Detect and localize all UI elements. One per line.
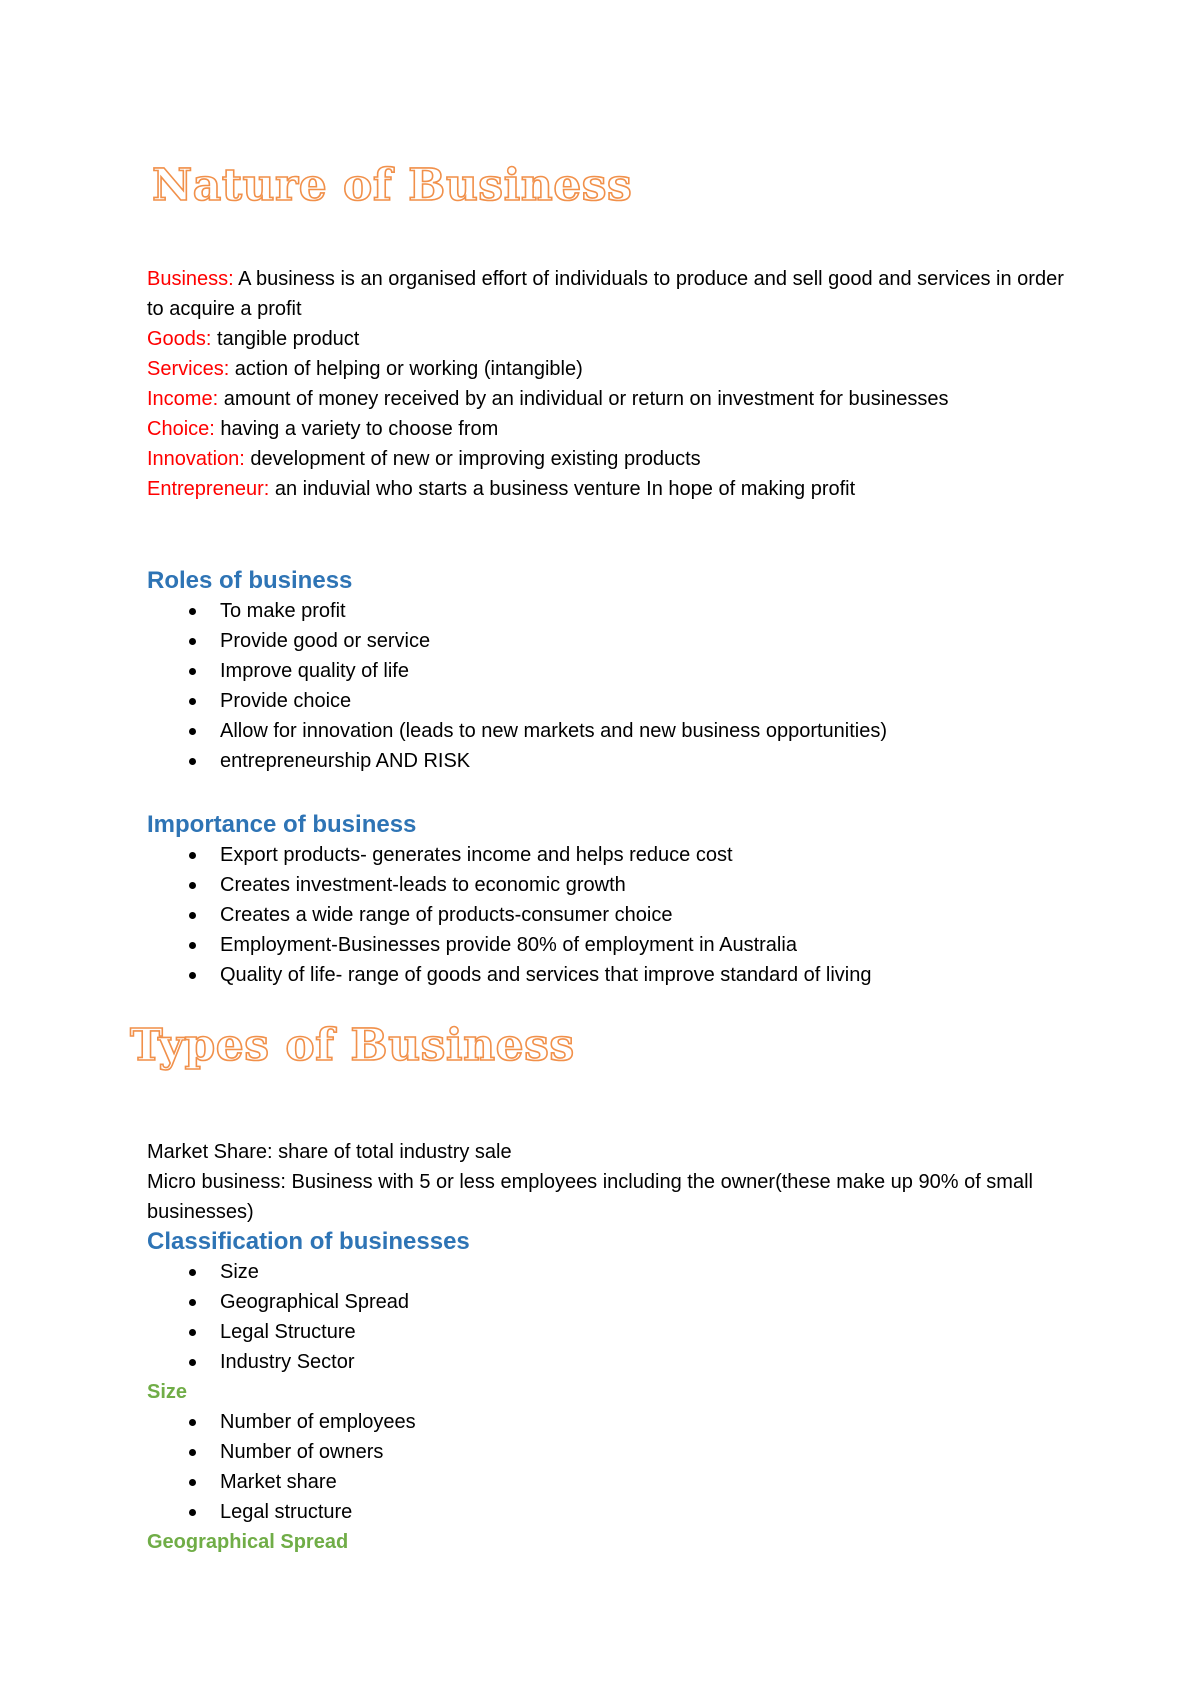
market-share-definition: Market Share: share of total industry sale <box>147 1141 512 1163</box>
definition-services <box>147 354 1067 384</box>
list-item-text: Creates a wide range of products-consumer choice <box>220 904 673 926</box>
size-list <box>147 1407 1067 1527</box>
list-item <box>147 596 1067 626</box>
list-item <box>147 1467 1067 1497</box>
bullet-icon <box>189 1509 196 1516</box>
definition-goods <box>147 324 1067 354</box>
definition-business <box>147 264 1067 324</box>
list-item-text: Provide choice <box>220 690 352 712</box>
list-item <box>147 1317 1067 1347</box>
list-item <box>147 1497 1067 1527</box>
bullet-icon <box>189 758 196 765</box>
list-item-text: Size <box>220 1261 259 1283</box>
definition-text: A business is an organised effort of individuals to produce and sell good and services in order to acquire a profit <box>147 268 1064 320</box>
list-item <box>147 716 1067 746</box>
bullet-icon <box>189 1419 196 1426</box>
classification-list <box>147 1257 1067 1377</box>
bullet-icon <box>189 972 196 979</box>
list-item <box>147 900 1067 930</box>
list-item-text: Employment-Businesses provide 80% of employment in Australia <box>220 934 797 956</box>
list-item-text: To make profit <box>220 600 346 622</box>
list-item-text: Industry Sector <box>220 1351 355 1373</box>
types-section <box>147 1137 1067 1557</box>
definition-term: Choice: <box>147 418 215 440</box>
definition-income <box>147 384 1067 414</box>
list-item <box>147 686 1067 716</box>
list-item-text: entrepreneurship AND RISK <box>220 750 471 772</box>
roles-section <box>147 566 1067 776</box>
definition-choice <box>147 414 1067 444</box>
list-item <box>147 960 1067 990</box>
list-item-text: Number of employees <box>220 1411 416 1433</box>
list-item <box>147 1437 1067 1467</box>
definition-text: tangible product <box>211 328 360 350</box>
roles-heading: Roles of business <box>147 567 353 594</box>
bullet-icon <box>189 1299 196 1306</box>
list-item-text: Geographical Spread <box>220 1291 410 1313</box>
bullet-icon <box>189 1449 196 1456</box>
list-item-text: Allow for innovation (leads to new markets and new business opportunities) <box>220 720 888 742</box>
list-item-text: Improve quality of life <box>220 660 409 682</box>
bullet-icon <box>189 638 196 645</box>
definition-term: Services: <box>147 358 230 380</box>
definition-term: Innovation: <box>147 448 245 470</box>
list-item-text: Legal Structure <box>220 1321 356 1343</box>
geographical-spread-heading: Geographical Spread <box>147 1531 349 1553</box>
list-item-text: Provide good or service <box>220 630 431 652</box>
types-of-business-title: Types of Business <box>130 1020 575 1071</box>
definition-entrepreneur <box>147 474 1067 504</box>
list-item <box>147 930 1067 960</box>
list-item-text: Legal structure <box>220 1501 353 1523</box>
nature-of-business-title: Nature of Business <box>152 160 633 211</box>
bullet-icon <box>189 728 196 735</box>
bullet-icon <box>189 1329 196 1336</box>
list-item <box>147 1347 1067 1377</box>
list-item <box>147 1257 1067 1287</box>
bullet-icon <box>189 698 196 705</box>
definition-term: Business: <box>147 268 234 290</box>
roles-list <box>147 596 1067 776</box>
list-item <box>147 840 1067 870</box>
importance-section <box>147 810 1067 990</box>
list-item <box>147 656 1067 686</box>
definition-text: an induvial who starts a business venture In hope of making profit <box>269 478 856 500</box>
list-item-text: Number of owners <box>220 1441 384 1463</box>
list-item <box>147 746 1067 776</box>
bullet-icon <box>189 668 196 675</box>
micro-business-definition: Micro business: Business with 5 or less employees including the owner(these make up 90% of small businesses) <box>147 1171 1033 1223</box>
list-item-text: Creates investment-leads to economic growth <box>220 874 626 896</box>
definition-text: having a variety to choose from <box>214 418 499 440</box>
definition-text: action of helping or working (intangible) <box>229 358 583 380</box>
list-item-text: Export products- generates income and helps reduce cost <box>220 844 733 866</box>
list-item <box>147 626 1067 656</box>
bullet-icon <box>189 1269 196 1276</box>
bullet-icon <box>189 912 196 919</box>
bullet-icon <box>189 882 196 889</box>
list-item-text: Market share <box>220 1471 337 1493</box>
importance-list <box>147 840 1067 990</box>
bullet-icon <box>189 942 196 949</box>
list-item <box>147 1407 1067 1437</box>
size-heading: Size <box>147 1381 188 1403</box>
definitions-list <box>147 264 1067 504</box>
list-item-text: Quality of life- range of goods and services that improve standard of living <box>220 964 872 986</box>
bullet-icon <box>189 1359 196 1366</box>
list-item <box>147 870 1067 900</box>
bullet-icon <box>189 608 196 615</box>
classification-heading: Classification of businesses <box>147 1228 470 1255</box>
definition-innovation <box>147 444 1067 474</box>
importance-heading: Importance of business <box>147 811 417 838</box>
list-item <box>147 1287 1067 1317</box>
definition-term: Goods: <box>147 328 212 350</box>
definition-term: Income: <box>147 388 219 410</box>
definition-term: Entrepreneur: <box>147 478 270 500</box>
bullet-icon <box>189 1479 196 1486</box>
bullet-icon <box>189 852 196 859</box>
definition-text: amount of money received by an individual or return on investment for businesses <box>218 388 949 410</box>
definition-text: development of new or improving existing products <box>244 448 701 470</box>
